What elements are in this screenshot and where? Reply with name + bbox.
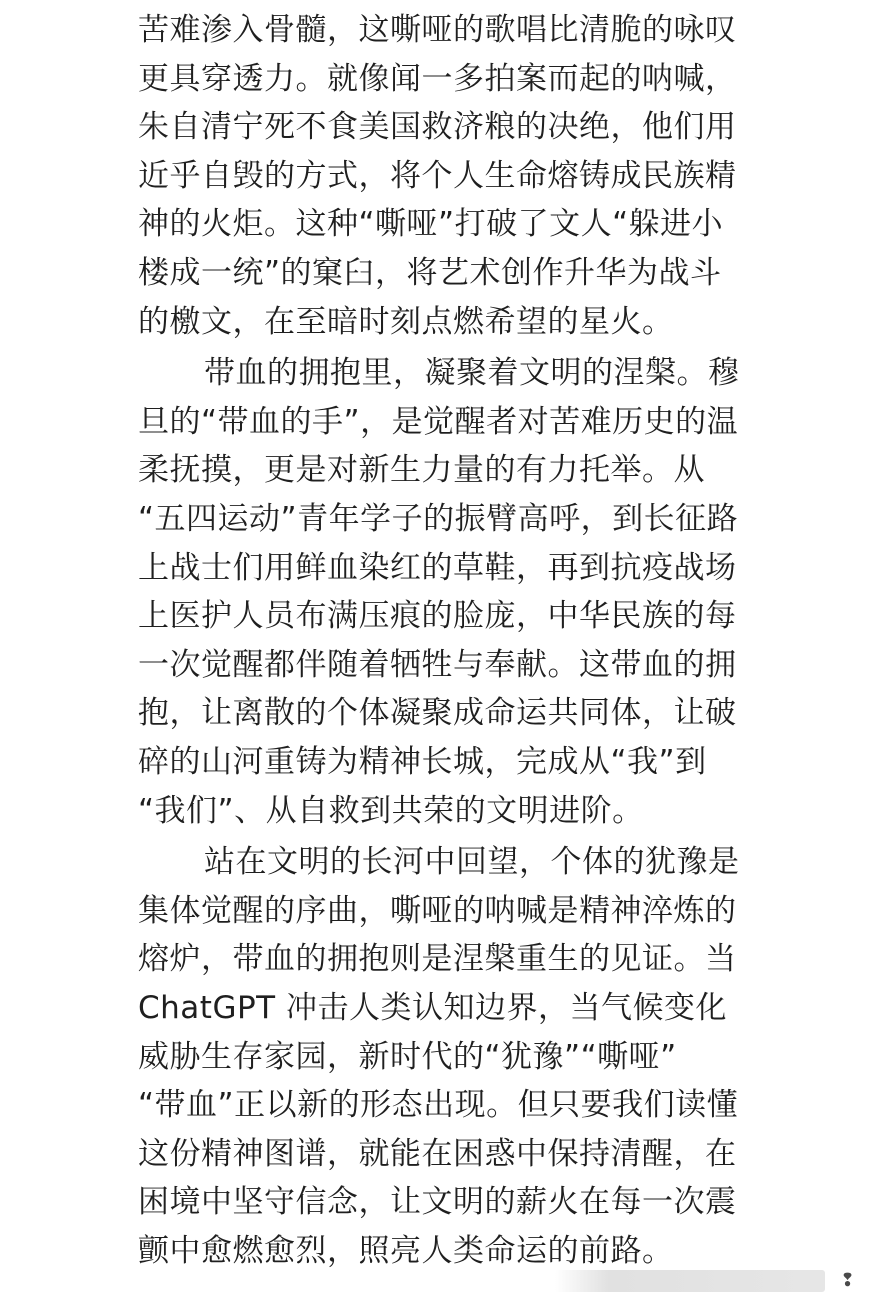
text-line: “我们”、从自救到共荣的文明进阶。 [138, 792, 644, 829]
text-line: 困境中坚守信念，让文明的薪火在每一次震 [138, 1184, 737, 1221]
watermark-bar [555, 1270, 825, 1292]
text-line: 上医护人员布满压痕的脸庞，中华民族的每 [138, 598, 737, 635]
text-line: 苦难渗入骨髓，这嘶哑的歌唱比清脆的咏叹 [138, 12, 737, 48]
text-line: 神的火炬。这种“嘶哑”打破了文人“躲进小 [138, 206, 724, 243]
text-line: 熔炉，带血的拥抱则是涅槃重生的见证。当 [138, 941, 737, 978]
text-line: 近乎自毁的方式，将个人生命熔铸成民族精 [138, 157, 737, 194]
text-line: “五四运动”青年学子的振臂高呼，到长征路 [138, 501, 739, 537]
text-line: 集体觉醒的序曲，嘶哑的呐喊是精神淬炼的 [138, 892, 737, 929]
text-line: 威胁生存家园，新时代的“犹豫”“嘶哑” [138, 1038, 677, 1075]
text-line: 碎的山河重铸为精神长城，完成从“我”到 [138, 744, 707, 780]
watermark-logo-icon: ❢ [840, 1270, 856, 1291]
text-line: 更具穿透力。就像闻一多拍案而起的呐喊， [138, 60, 737, 97]
watermark [0, 1262, 882, 1313]
text-line: 朱自清宁死不食美国救济粮的决绝，他们用 [138, 109, 737, 146]
text-line: 上战士们用鲜血染红的草鞋，再到抗疫战场 [138, 549, 737, 586]
paragraph-start-line: 站在文明的长河中回望，个体的犹豫是 [204, 844, 740, 881]
paragraph-start-line: 带血的拥抱里，凝聚着文明的涅槃。穆 [204, 355, 740, 392]
text-line: 抱，让离散的个体凝聚成命运共同体，让破 [138, 695, 737, 732]
text-line: ChatGPT 冲击人类认知边界，当气候变化 [138, 990, 727, 1026]
text-line: 颤中愈燃愈烈，照亮人类命运的前路。 [138, 1233, 674, 1269]
text-line: 的檄文，在至暗时刻点燃希望的星火。 [138, 303, 674, 340]
text-line: 旦的“带血的手”，是觉醒者对苦难历史的温 [138, 403, 739, 440]
text-line: 这份精神图谱，就能在困惑中保持清醒，在 [138, 1135, 737, 1172]
text-line: 楼成一统”的窠臼，将艺术创作升华为战斗 [138, 255, 722, 291]
text-line: 柔抚摸，更是对新生力量的有力托举。从 [138, 452, 705, 489]
text-line: 一次觉醒都伴随着牺牲与奉献。这带血的拥 [138, 646, 737, 683]
text-line: “带血”正以新的形态出现。但只要我们读懂 [138, 1087, 739, 1124]
